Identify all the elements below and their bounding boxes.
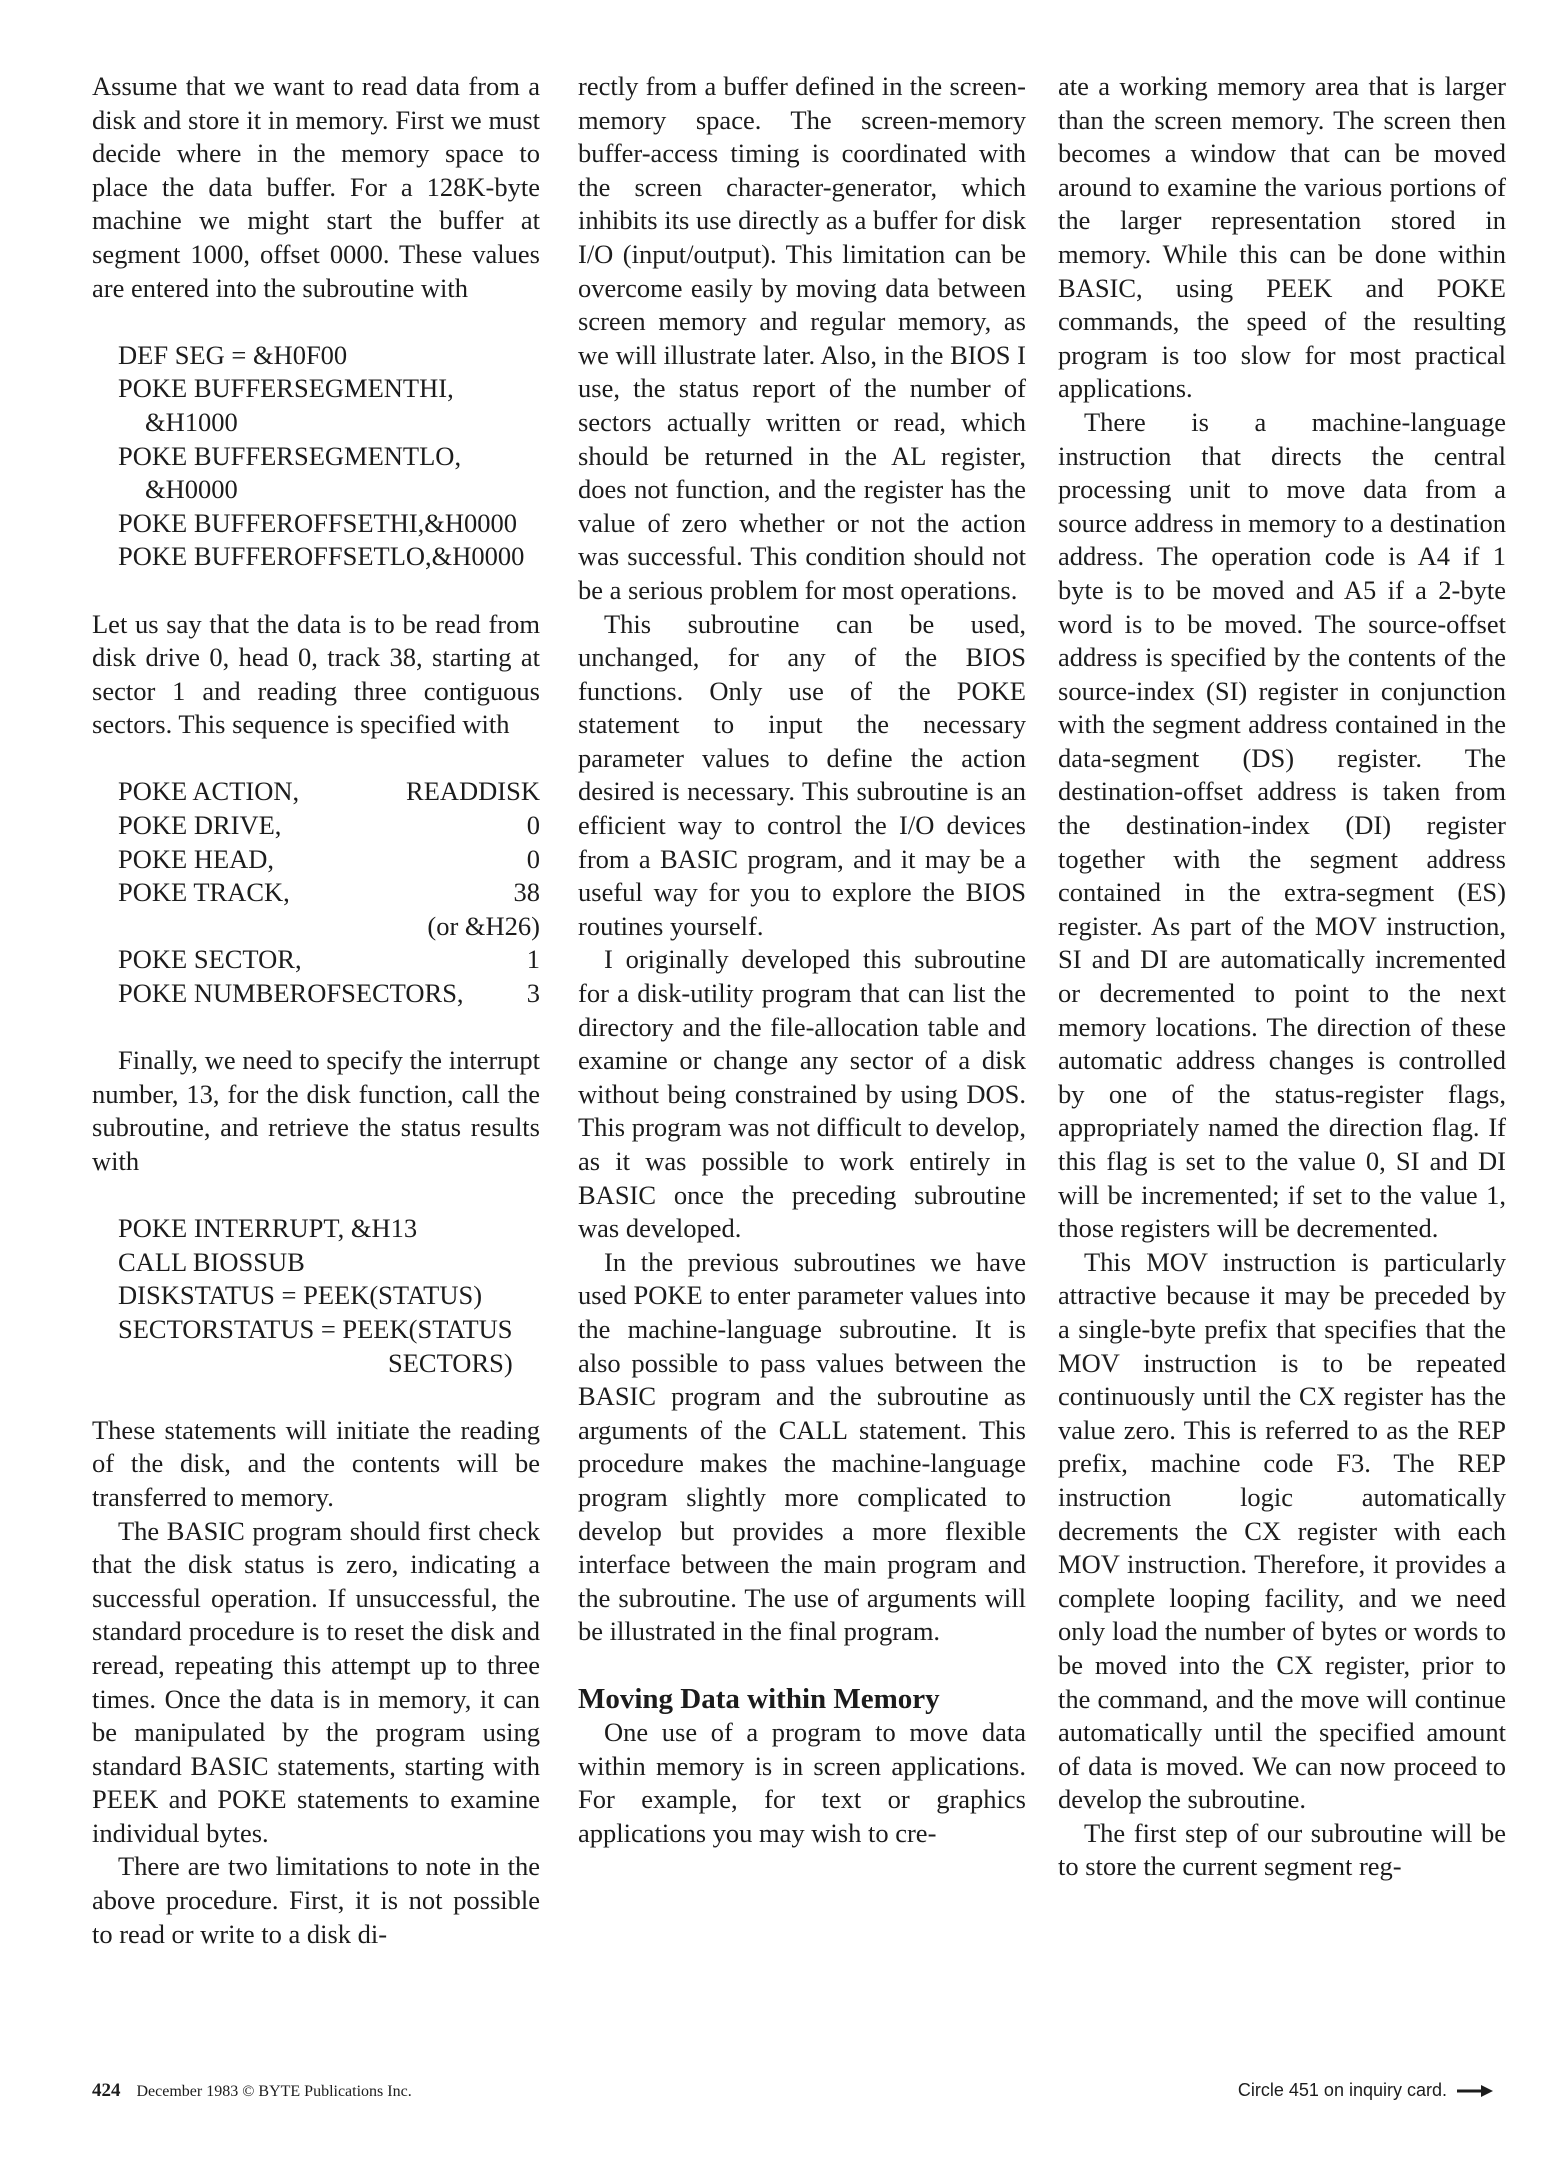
paragraph: Assume that we want to read data from a disk and store it in memory. First we must decide where in the memory space to place the data buffer. For a 128K-byte machine we might start the buffer at segment 1000, offset 0000. These values are entered into the subroutine with: [92, 71, 540, 303]
code-line: &H0000: [145, 474, 238, 505]
code-block-pokes: [118, 775, 540, 1010]
poke-command: POKE DRIVE,: [118, 810, 282, 841]
code-line: SECTORS): [388, 1347, 513, 1378]
code-block-interrupt: [118, 1212, 540, 1380]
page-number: 424: [92, 2080, 121, 2101]
poke-value: 38: [513, 877, 540, 908]
footer-left: [92, 2080, 412, 2102]
paragraph: ate a working memory area that is larger than the screen memory. The screen then becomes a window that can be moved around to examine the various portions of the larger representation stored in memory. While this can be done within BASIC, using PEEK and POKE commands, the speed of the resulting program is too slow for most practical applications.: [1058, 71, 1506, 404]
page-footer: [92, 2080, 1493, 2104]
paragraph: One use of a program to move data within memory is in screen applications. For example, for text or graphics applications you may wish to cre-: [578, 1717, 1026, 1848]
issue-credit: December 1983 © BYTE Publications Inc.: [136, 2083, 412, 2100]
inquiry-text: Circle 451 on inquiry card.: [1237, 2080, 1447, 2100]
paragraph: These statements will initiate the reading of the disk, and the contents will be transferred to memory.: [92, 1414, 540, 1512]
poke-value: 1: [526, 944, 540, 975]
poke-command: POKE SECTOR,: [118, 944, 302, 975]
poke-command: POKE ACTION,: [118, 776, 300, 807]
poke-command: POKE TRACK,: [118, 877, 290, 908]
code-line: SECTORSTATUS = PEEK(STATUS: [118, 1313, 513, 1344]
poke-command: POKE HEAD,: [118, 843, 275, 874]
paragraph: I originally developed this subroutine for a disk-utility program that can list the directory and the file-allocation table and examine or change any sector of a disk without being constrained by using DOS. This program was not difficult to develop, as it was possible to work entirely in BASIC once the preceding subroutine was developed.: [578, 944, 1026, 1244]
code-line: CALL BIOSSUB: [118, 1246, 305, 1277]
code-line: POKE BUFFERSEGMENTHI,: [118, 373, 454, 404]
paragraph: The first step of our subroutine will be to store the current segment reg-: [1058, 1817, 1506, 1882]
code-line: [118, 843, 540, 877]
poke-command: POKE NUMBEROFSECTORS,: [118, 978, 464, 1009]
poke-value: 0: [526, 843, 540, 874]
paragraph: This MOV instruction is particularly attractive because it may be preceded by a single-byte prefix that specifies that the MOV instruction is to be repeated continuously until the CX register has the value zero. This is referred to as the REP prefix, machine code F3. The REP instruction logic automatically decrements the CX register with each MOV instruction. Therefore, it provides a complete looping facility, and we need only load the number of bytes or words to be moved into the CX register, prior to the command, and the move will continue automatically until the specified amount of data is moved. We can now proceed to develop the subroutine.: [1058, 1246, 1506, 1815]
code-line: DISKSTATUS = PEEK(STATUS): [118, 1280, 483, 1311]
code-block-buffer: [118, 339, 540, 574]
paragraph: rectly from a buffer defined in the screen-memory space. The screen-memory buffer-access timing is coordinated with the screen character-generator, which inhibits its use directly as a buffer for disk I/O (input/output). This limitation can be overcome easily by moving data between screen memory and regular memory, as we will illustrate later. Also, in the BIOS I use, the status report of the number of sectors actually written or read, which should be returned in the AL register, does not function, and the register has the value of zero whether or not the action was successful. This condition should not be a serious problem for most operations.: [578, 71, 1026, 605]
code-line: POKE BUFFERSEGMENTLO,: [118, 440, 462, 471]
poke-value: 3: [526, 978, 540, 1009]
paragraph: This subroutine can be used, unchanged, for any of the BIOS functions. Only use of the POKE statement to input the necessary parameter values to define the action desired is necessary. This subroutine is an efficient way to control the I/O devices from a BASIC program, and it may be a useful way for you to explore the BIOS routines yourself.: [578, 608, 1026, 941]
code-line: DEF SEG = &H0F00: [118, 339, 348, 370]
column-3: [1058, 70, 1506, 1884]
paragraph: Let us say that the data is to be read from disk drive 0, head 0, track 38, starting at sector 1 and reading three contiguous sectors. This sequence is specified with: [92, 608, 540, 740]
paragraph: Finally, we need to specify the interrupt number, 13, for the disk function, call the subroutine, and retrieve the status results with: [92, 1045, 540, 1176]
code-line: [118, 977, 540, 1011]
paragraph: The BASIC program should first check that the disk status is zero, indicating a successful operation. If unsuccessful, the standard procedure is to reset the disk and reread, repeating this attempt up to three times. Once the data is in memory, it can be manipulated by the program using standard BASIC statements, starting with PEEK and POKE statements to examine individual bytes.: [92, 1515, 540, 1848]
poke-value: READDISK: [406, 776, 540, 807]
paragraph: In the previous subroutines we have used POKE to enter parameter values into the machine-language subroutine. It is also possible to pass values between the BASIC program and the subroutine as arguments of the CALL statement. This procedure makes the machine-language program slightly more complicated to develop but provides a more flexible interface between the main program and the subroutine. The use of arguments will be illustrated in the final program.: [578, 1246, 1026, 1647]
footer-right: [1238, 2080, 1493, 2101]
column-1: [92, 70, 540, 1951]
code-line: [118, 775, 540, 809]
code-line: POKE INTERRUPT, &H13: [118, 1213, 418, 1244]
code-line: POKE BUFFEROFFSETHI,&H0000: [118, 507, 518, 538]
paragraph: There are two limitations to note in the above procedure. First, it is not possible to read or write to a disk di-: [92, 1851, 540, 1949]
code-line: [118, 910, 540, 944]
code-line: POKE BUFFEROFFSETLO,&H0000: [118, 541, 525, 572]
code-line: [118, 943, 540, 977]
column-2: [578, 70, 1026, 1850]
code-line: [118, 809, 540, 843]
right-arrow-icon: [1457, 2085, 1493, 2097]
poke-value: (or &H26): [427, 910, 540, 941]
code-line: &H1000: [145, 406, 238, 437]
code-line: [118, 876, 540, 910]
paragraph: There is a machine-language instruction that directs the central processing unit to move data from a source address in memory to a destination address. The operation code is A4 if 1 byte is to be moved and A5 if a 2-byte word is to be moved. The source-offset address is specified by the contents of the source-index (SI) register in conjunction with the segment address contained in the data-segment (DS) register. The destination-offset address is taken from the destination-index (DI) register together with the segment address contained in the extra-segment (ES) register. As part of the MOV instruction, SI and DI are automatically incremented or decremented to point to the next memory locations. The direction of these automatic address changes is controlled by one of the status-register flags, appropriately named the direction flag. If this flag is set to the value 0, SI and DI will be incremented; if set to the value 1, those registers will be decremented.: [1058, 406, 1506, 1244]
section-heading: Moving Data within Memory: [578, 1682, 940, 1715]
poke-value: 0: [526, 810, 540, 841]
